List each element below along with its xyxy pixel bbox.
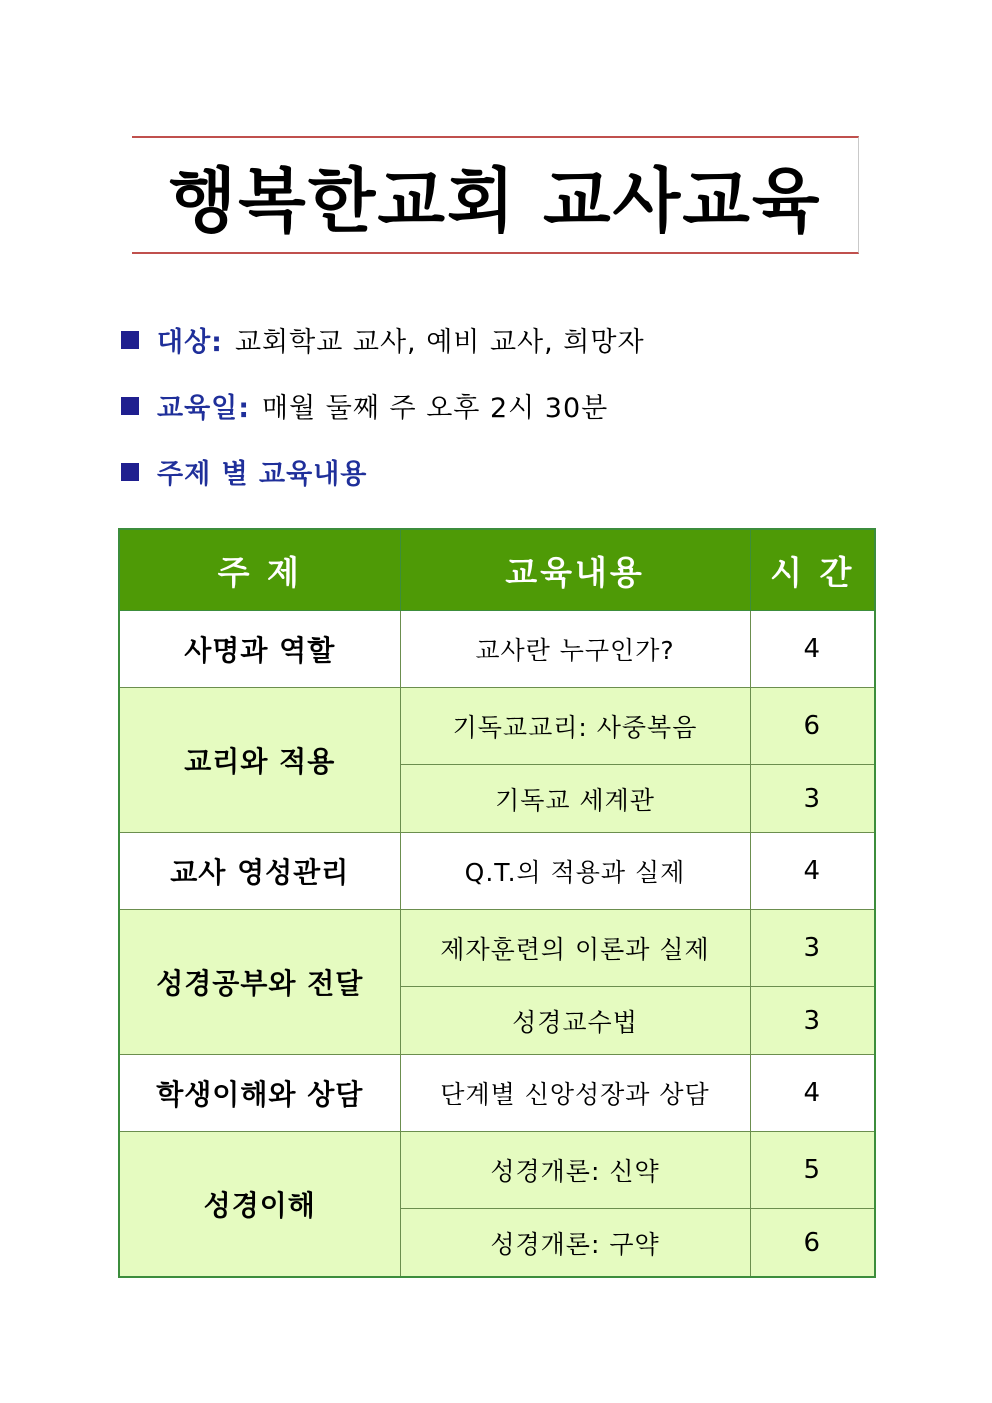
hours-cell: 4 [750, 1055, 875, 1132]
topic-cell: 성경이해 [119, 1132, 400, 1278]
header-content: 교육내용 [400, 529, 750, 611]
hours-cell: 6 [750, 688, 875, 765]
schedule-value: 매월 둘째 주 오후 2시 30분 [262, 393, 609, 424]
hours-cell: 3 [750, 910, 875, 987]
content-cell: 단계별 신앙성장과 상담 [400, 1055, 750, 1132]
content-cell: Q.T.의 적용과 실제 [400, 833, 750, 910]
content-cell: 성경개론: 구약 [400, 1209, 750, 1278]
hours-cell: 3 [750, 765, 875, 833]
header-topic: 주 제 [119, 529, 400, 611]
topic-cell: 학생이해와 상담 [119, 1055, 400, 1132]
hours-cell: 4 [750, 611, 875, 688]
topic-cell: 교리와 적용 [119, 688, 400, 833]
table-row [119, 1132, 875, 1209]
curriculum-table [118, 528, 876, 1278]
hours-cell: 4 [750, 833, 875, 910]
hours-cell: 6 [750, 1209, 875, 1278]
topics-label: 주제 별 교육내용 [157, 459, 368, 490]
table-row [119, 1055, 875, 1132]
square-bullet-icon [121, 331, 139, 349]
table-row [119, 910, 875, 987]
hours-cell: 5 [750, 1132, 875, 1209]
schedule-label: 교육일: [157, 393, 251, 424]
target-label: 대상: [157, 327, 223, 358]
title-box [132, 136, 859, 254]
target-value: 교회학교 교사, 예비 교사, 희망자 [234, 327, 645, 358]
content-cell: 성경개론: 신약 [400, 1132, 750, 1209]
square-bullet-icon [121, 463, 139, 481]
content-cell: 교사란 누구인가? [400, 611, 750, 688]
table-header-row [119, 529, 875, 611]
table-row [119, 688, 875, 765]
info-topics [121, 452, 379, 491]
content-cell: 기독교교리: 사중복음 [400, 688, 750, 765]
table-row [119, 611, 875, 688]
content-cell: 제자훈련의 이론과 실제 [400, 910, 750, 987]
topic-cell: 사명과 역할 [119, 611, 400, 688]
page-title: 행복한교회 교사교육 [168, 159, 822, 242]
table-row [119, 833, 875, 910]
square-bullet-icon [121, 397, 139, 415]
info-schedule [121, 386, 608, 425]
info-target [121, 320, 645, 359]
topic-cell: 교사 영성관리 [119, 833, 400, 910]
header-hours: 시 간 [750, 529, 875, 611]
content-cell: 기독교 세계관 [400, 765, 750, 833]
content-cell: 성경교수법 [400, 987, 750, 1055]
hours-cell: 3 [750, 987, 875, 1055]
topic-cell: 성경공부와 전달 [119, 910, 400, 1055]
